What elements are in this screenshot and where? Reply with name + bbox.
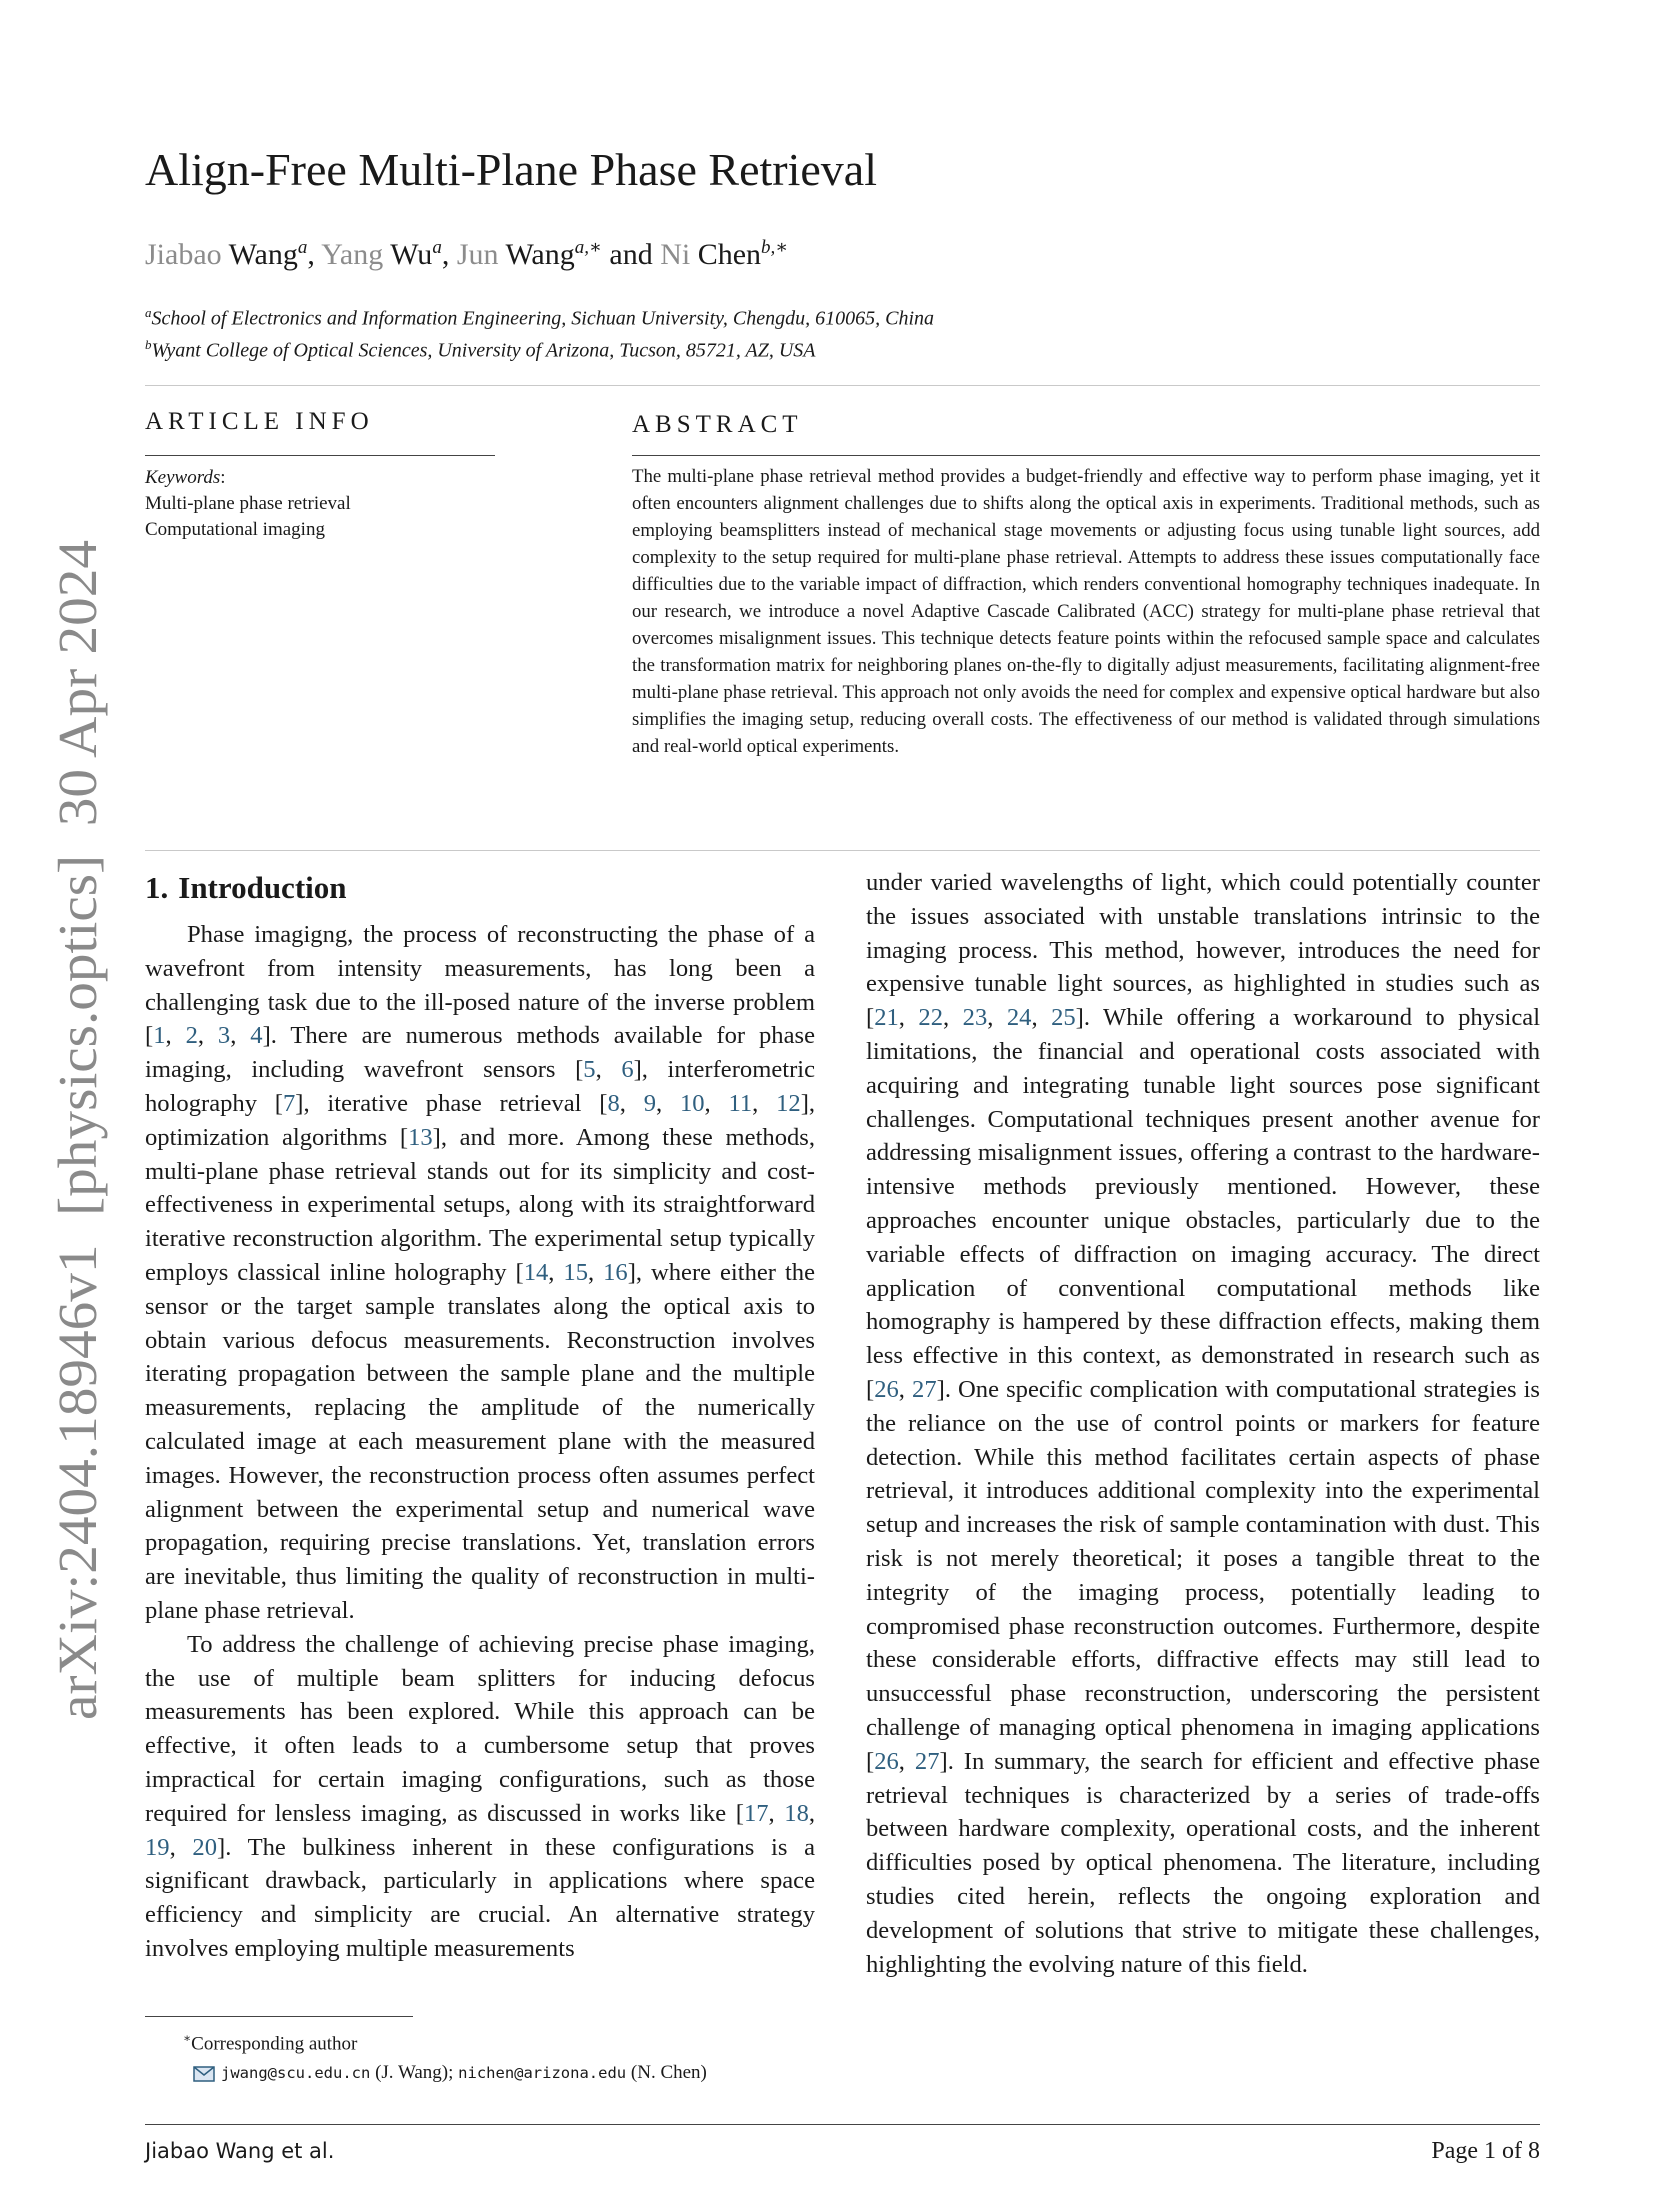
citation-link[interactable]: 1	[153, 1022, 166, 1050]
citation-link[interactable]: 17	[743, 1799, 769, 1827]
citation-link[interactable]: 3	[217, 1022, 231, 1050]
body-text: ,	[898, 1004, 919, 1032]
citation-link[interactable]: 7	[283, 1089, 296, 1117]
section-heading-introduction	[145, 868, 347, 908]
citation-link[interactable]: 19	[145, 1833, 170, 1861]
footnote	[145, 2024, 707, 2088]
body-text: ], iterative phase retrieval [	[295, 1089, 608, 1117]
author-family-name: Wu	[390, 238, 433, 271]
body-text: ], and more. Among these methods, multi-plane phase retrieval stands out for its simplicity and cost-effectiveness in experimental setups, along with its straightforward iterative reconstruction algorithm. The experimental setup typically employs classical inline holography [	[145, 1123, 816, 1286]
citation-link[interactable]: 26	[874, 1747, 899, 1775]
footnote-corresponding: ∗Corresponding author	[183, 2031, 358, 2055]
section-title: Introduction	[178, 870, 347, 905]
body-text: ], where either the sensor or the target sample translates along the optical axis to obtain various defocus measurements. Reconstruction involves iterating propagation between the sample plane and the multiple measurements, replacing the amplitude of the numerically calculated image at each measurement plane with the measured images. However, the reconstruction process often assumes perfect alignment between the experimental setup and numerical wave propagation, requiring precise translations. Yet, translation errors are inevitable, thus limiting the quality of reconstruction in multi-plane phase retrieval.	[145, 1258, 815, 1624]
arxiv-stamp-text: arXiv:2404.18946v1 [physics.optics] 30 Apr 2024	[47, 586, 108, 1720]
citation-link[interactable]: 21	[874, 1004, 899, 1032]
email-link[interactable]: jwang@scu.edu.cn	[221, 2064, 371, 2083]
citation-link[interactable]: 8	[607, 1089, 620, 1117]
body-text: ,	[619, 1089, 644, 1117]
footnote-rule	[145, 2016, 413, 2017]
body-text: ]. In summary, the search for efficient and effective phase retrieval techniques is characterized by a series of trade-offs between hardware complexity, operational costs, and the inherent difficulties posed by optical phenomena. The literature, including studies cited herein, reflects the ongoing exploration and development of solutions that strive to mitigate these challenges, highlighting the evolving nature of this field.	[866, 1747, 1541, 1978]
body-text: ]. While offering a workaround to physical limitations, the financial and operational costs associated with acquiring and integrating tunable light sources pose significant challenges. Computational techniques present another avenue for addressing misalignment issues, offering a contrast to the hardware-intensive methods previously mentioned. However, these approaches encounter unique obstacles, particularly due to the variable effects of diffraction on imaging accuracy. The direct application of conventional computational methods like homography is hampered by these diffraction effects, making them less effective in this context, as demonstrated in research such as [	[866, 1004, 1541, 1403]
body-text: ,	[1031, 1004, 1052, 1032]
author-affiliation-mark: a,∗	[574, 237, 602, 258]
header-divider	[145, 385, 1540, 386]
citation-link[interactable]: 10	[679, 1089, 705, 1117]
keyword-item: Multi-plane phase retrieval	[145, 493, 351, 514]
author-family-name: Wang	[228, 238, 298, 271]
citation-link[interactable]: 9	[643, 1089, 656, 1117]
body-text: ,	[548, 1258, 564, 1286]
abstract-divider	[145, 850, 1540, 851]
author-given-name: Jun	[456, 238, 499, 271]
body-text: ,	[898, 1375, 913, 1403]
affiliation-b	[145, 332, 816, 364]
author-list	[145, 228, 788, 275]
keywords-block	[145, 465, 351, 543]
author-separator: ,	[307, 238, 322, 271]
arxiv-stamp	[8, 540, 108, 1720]
body-text: ,	[656, 1089, 680, 1117]
body-paragraph	[866, 866, 1540, 1981]
citation-link[interactable]: 25	[1051, 1004, 1076, 1032]
author-affiliation-mark: a	[297, 237, 308, 258]
citation-link[interactable]: 26	[874, 1375, 899, 1403]
article-info-rule	[145, 455, 495, 456]
envelope-icon	[193, 2065, 215, 2083]
body-text: ,	[898, 1747, 915, 1775]
body-text: ,	[752, 1089, 777, 1117]
body-text: ,	[987, 1004, 1007, 1032]
citation-link[interactable]: 24	[1006, 1004, 1032, 1032]
citation-link[interactable]: 12	[776, 1089, 801, 1117]
body-text: ,	[169, 1833, 193, 1861]
citation-link[interactable]: 27	[912, 1375, 937, 1403]
body-paragraph	[145, 918, 815, 1628]
page-number: Page 1 of 8	[1431, 2138, 1540, 2164]
email-link[interactable]: nichen@arizona.edu	[458, 2064, 627, 2083]
author-family-name: Chen	[697, 238, 762, 271]
citation-link[interactable]: 27	[914, 1747, 940, 1775]
author-separator: ,	[441, 238, 457, 271]
body-paragraph	[145, 1628, 815, 1966]
keyword-item: Computational imaging	[145, 519, 325, 540]
body-text: under varied wavelengths of light, which could potentially counter the issues associated with unstable translations intrinsic to the imaging process. This method, however, introduces the need for expensive tunable light sources, as highlighted in studies such as [	[866, 869, 1540, 1032]
body-column-left	[145, 918, 815, 1966]
body-text: ,	[808, 1799, 816, 1827]
citation-link[interactable]: 13	[408, 1123, 433, 1151]
author-given-name: Yang	[321, 238, 384, 271]
abstract-text: The multi-plane phase retrieval method provides a budget-friendly and effective way to perform phase imaging, yet it often encounters alignment challenges due to shifts along the optical axis in experiments. Traditional methods, such as employing beamsplitters instead of mechanical stage movements or adjusting focus using tunable light sources, add complexity to the setup required for multi-plane phase retrieval. Attempts to address these issues computationally face difficulties due to the variable impact of diffraction, which renders conventional homography techniques inadequate. In our research, we introduce a novel Adaptive Cascade Calibrated (ACC) strategy for multi-plane phase retrieval that overcomes misalignment issues. This technique detects feature points within the refocused sample space and calculates the transformation matrix for neighboring planes on-the-fly to digitally adjust measurements, facilitating alignment-free multi-plane phase retrieval. This approach not only avoids the need for complex and expensive optical hardware but also simplifies the imaging setup, reducing overall costs. The effectiveness of our method is validated through simulations and real-world optical experiments.	[632, 466, 1540, 757]
keywords-label: Keywords:	[145, 467, 226, 488]
affiliation-text: School of Electronics and Information Engineering, Sichuan University, Chengdu, 610065, China	[151, 307, 935, 330]
affiliation-text: Wyant College of Optical Sciences, University of Arizona, Tucson, 85721, AZ, USA	[151, 339, 816, 362]
citation-link[interactable]: 2	[185, 1022, 198, 1050]
citation-link[interactable]: 4	[250, 1022, 263, 1050]
abstract-rule	[632, 455, 1540, 456]
body-text: ,	[197, 1022, 218, 1050]
body-text: ,	[230, 1022, 251, 1050]
author-given-name: Ni	[660, 238, 691, 271]
footer-rule	[145, 2124, 1540, 2125]
author-separator: and	[601, 238, 661, 271]
citation-link[interactable]: 20	[192, 1833, 218, 1861]
body-text: Phase imagigng, the process of reconstructing the phase of a wavefront from intensity measurements, has long been a challenging task due to the ill-posed nature of the inverse problem [	[145, 921, 815, 1050]
citation-link[interactable]: 16	[603, 1258, 628, 1286]
body-text: ,	[704, 1089, 729, 1117]
citation-link[interactable]: 5	[583, 1056, 596, 1084]
body-text: ,	[768, 1799, 785, 1827]
email-owner: (J. Wang);	[370, 2062, 459, 2084]
citation-link[interactable]: 11	[728, 1089, 753, 1117]
affiliation-mark: a	[145, 305, 152, 320]
body-text: ,	[943, 1004, 963, 1032]
citation-link[interactable]: 23	[962, 1004, 988, 1032]
body-column-right	[866, 866, 1540, 1981]
paper-title: Align-Free Multi-Plane Phase Retrieval	[145, 144, 878, 195]
body-text: ,	[165, 1022, 186, 1050]
body-text: ,	[587, 1258, 604, 1286]
citation-link[interactable]: 22	[918, 1004, 944, 1032]
body-text: ], optimization algorithms [	[145, 1089, 816, 1151]
citation-link[interactable]: 15	[563, 1258, 588, 1286]
citation-link[interactable]: 18	[784, 1799, 809, 1827]
body-text: ], interferometric holography [	[145, 1056, 816, 1117]
affiliation-a	[145, 300, 934, 332]
citation-link[interactable]: 14	[523, 1258, 549, 1286]
article-info-heading: ARTICLE INFO	[145, 408, 374, 435]
author-family-name: Wang	[505, 238, 575, 271]
body-text: ]. There are numerous methods available for phase imaging, including wavefront sensors [	[145, 1022, 815, 1084]
footer-authors: Jiabao Wang et al.	[145, 2139, 335, 2163]
body-text: ,	[595, 1056, 622, 1084]
body-text: ]. One specific complication with computational strategies is the reliance on the use of control points or markers for feature detection. While this method facilitates certain aspects of phase retrieval, it introduces additional complexity into the experimental setup and increases the risk of sample contamination with dust. This risk is not merely theoretical; it poses a tangible threat to the integrity of the imaging process, potentially leading to compromised phase reconstruction outcomes. Furthermore, despite these considerable efforts, diffractive effects may still lead to unsuccessful phase reconstruction, underscoring the persistent challenge of managing optical phenomena in imaging applications [	[866, 1375, 1541, 1775]
author-given-name: Jiabao	[145, 238, 222, 271]
section-number: 1.	[145, 870, 169, 905]
footnote-emails	[145, 2058, 707, 2088]
citation-link[interactable]: 6	[621, 1056, 634, 1084]
affiliation-mark: b	[145, 337, 152, 352]
author-affiliation-mark: b,∗	[761, 237, 789, 258]
email-owner: (N. Chen)	[626, 2062, 707, 2084]
body-text: ]. The bulkiness inherent in these configurations is a significant drawback, particularly in applications where space efficiency and simplicity are crucial. An alternative strategy involves employing multiple measurements	[145, 1833, 816, 1962]
body-text: To address the challenge of achieving precise phase imaging, the use of multiple beam splitters for inducing defocus measurements has been explored. While this approach can be effective, it often leads to a cumbersome setup that proves impractical for certain imaging configurations, such as those required for lensless imaging, as discussed in works like [	[145, 1630, 815, 1827]
author-affiliation-mark: a	[432, 237, 442, 258]
abstract-heading: ABSTRACT	[632, 411, 803, 438]
